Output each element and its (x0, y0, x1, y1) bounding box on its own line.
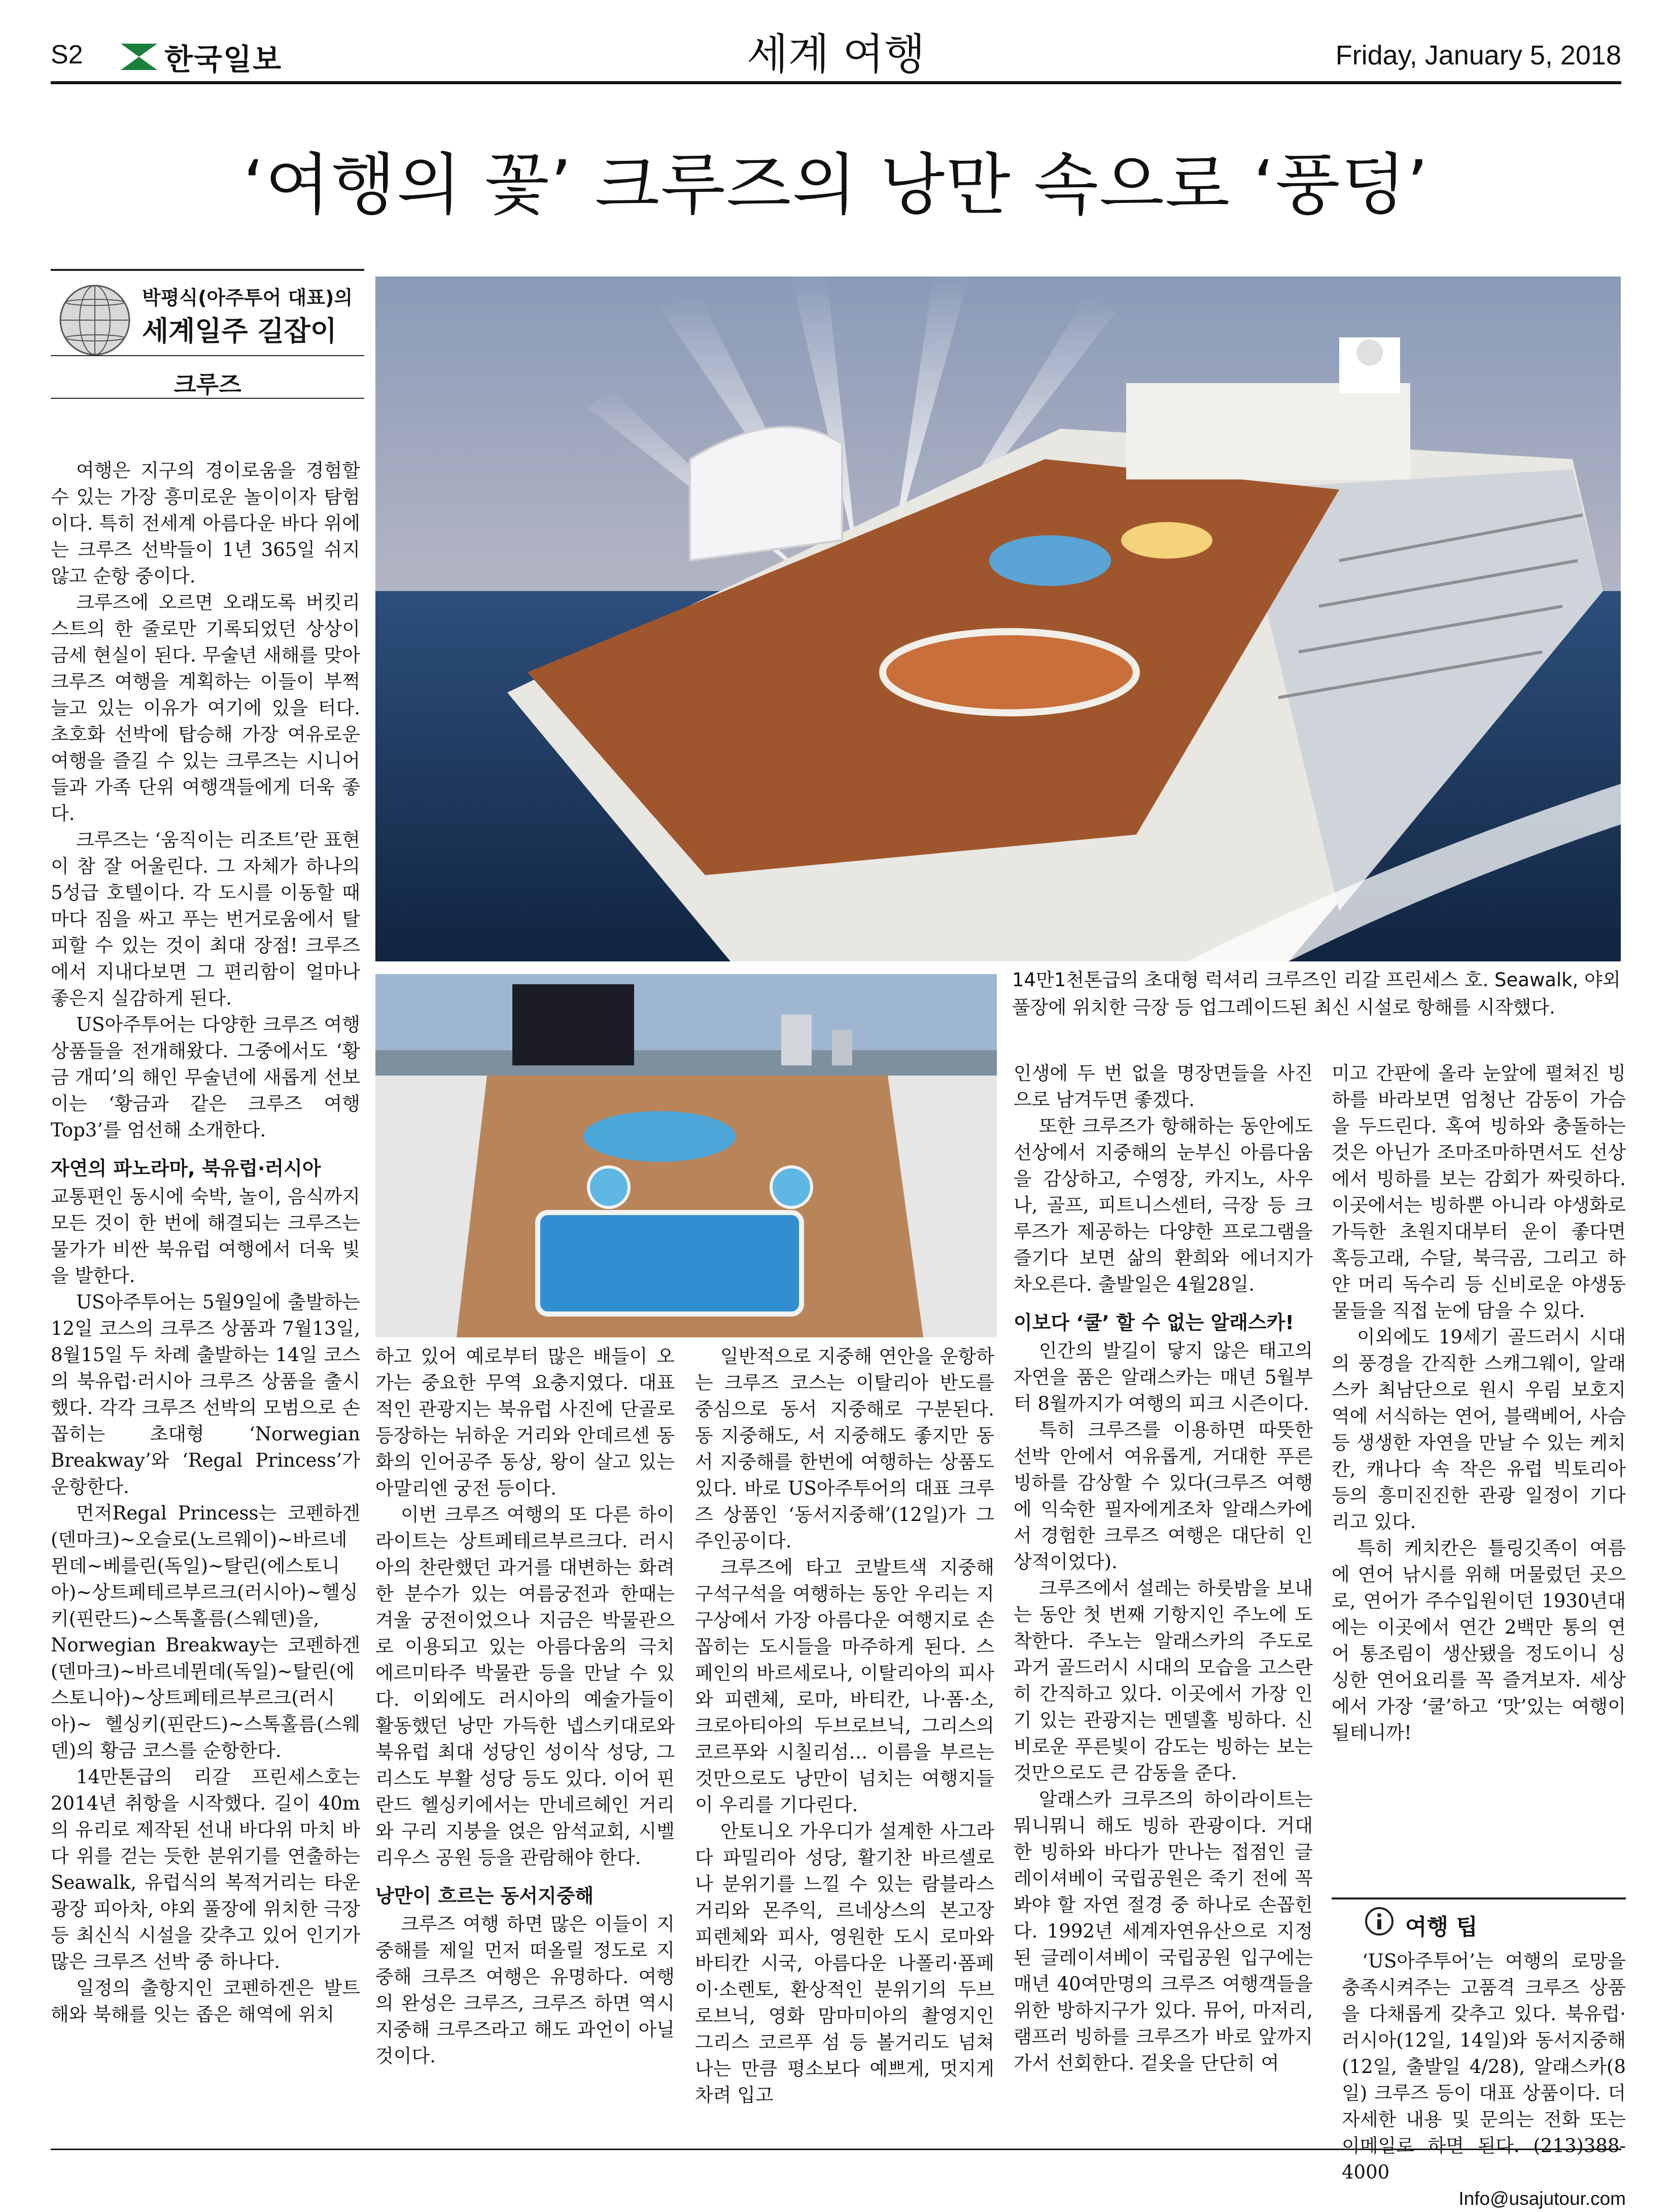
travel-tip-title: 여행 팁 (1405, 1914, 1478, 1940)
pool-deck-illustration (375, 974, 997, 1337)
headline: ‘여행의 꽃’ 크루즈의 낭만 속으로 ‘풍덩’ (242, 146, 1430, 224)
paragraph: 일반적으로 지중해 연안을 운항하는 크루즈 코스는 이탈리아 반도를 중심으로 동서 지중해로 구분된다. 동 지중해도, 서 지중해도 좋지만 동서 지중해를 한번에 여행하는 상품도 있다. 바로 US아주투어의 대표 크루즈 상품인 ‘동서지중해’(12일)가 그 주인공이다. (695, 1345, 994, 1552)
paragraph: 이번 크루즈 여행의 또 다른 하이라이트는 상트페테르부르크다. 러시아의 찬란했던 과거를 대변하는 화려한 분수가 있는 여름궁전과 한때는 겨울 궁전이었으나 지금은 박물관으로 이용되고 있는 아름다움의 극치 에르미타주 박물관 등을 만날 수 있다. 이외에도 러시아의 예술가들이 활동했던 낭만 가득한 넵스키대로와 북유럽 최대 성당인 성이삭 성당, 그리스도 부활 성당 등도 있다. 이어 핀란드 헬싱키에서는 만네르헤인 거리와 구리 지붕을 얹은 암석교회, 시벨리우스 공원 등을 관람해야 한다. (375, 1504, 675, 1869)
paragraph: 미고 간판에 올라 눈앞에 펼쳐진 빙하를 바라보면 엄청난 감동이 가슴을 두드린다. 혹여 빙하와 충돌하는 것은 아닌가 조마조마하면서도 선상에서 빙하를 보는 감회가 짜릿하다. 이곳에서는 빙하뿐 아니라 야생화로 가득한 초원지대부터 운이 좋다면 혹등고래, 수달, 북극곰, 그리고 하얀 머리 독수리 등 신비로운 야생동물들을 직접 눈에 담을 수 있다. (1332, 1062, 1626, 1322)
article-column-4 (1014, 1060, 1313, 2077)
article-column-1 (51, 458, 360, 2028)
travel-tip-body (1342, 1948, 1626, 2212)
newspaper-name: 한국일보 (164, 42, 283, 77)
paragraph: ‘US아주투어’는 여행의 로망을 충족시켜주는 고품격 크루즈 상품을 다채롭게 갖추고 있다. 북유럽·러시아(12일, 14일)와 동서지중해(12일, 출발일 4/28), 알래스카(8일) 크루즈 등이 대표 상품이다. 더 자세한 내용 및 문의는 전화 또는 이메일로 하면 된다. (213)388-4000 (1342, 1950, 1626, 2183)
photo-caption: 14만1천톤급의 초대형 럭셔리 크루즈인 리갈 프린세스 호. Seawalk, 야외 풀장에 위치한 극장 등 업그레이드된 최신 시설로 항해를 시작했다. (1012, 969, 1621, 1018)
subheading: 자연의 파노라마, 북유럽·러시아 (51, 1157, 321, 1180)
paragraph: 하고 있어 예로부터 많은 배들이 오가는 중요한 무역 요충지였다. 대표적인 관광지는 북유럽 사진에 단골로 등장하는 뉘하운 거리와 안데르센 동화의 인어공주 동상, 왕이 살고 있는 아말리엔 궁전 등이다. (375, 1345, 675, 1499)
paragraph: 또한 크루즈가 항해하는 동안에도 선상에서 지중해의 눈부신 아름다움을 감상하고, 수영장, 카지노, 사우나, 골프, 피트니스센터, 극장 등 크루즈가 제공하는 다양한 프로그램을 즐기다 보면 삶의 환희와 에너지가 차오른다. 출발일은 4월28일. (1014, 1115, 1313, 1295)
page-number: S2 (51, 40, 83, 70)
column-divider (51, 355, 364, 356)
paragraph: 여행은 지구의 경이로움을 경험할 수 있는 가장 흥미로운 놀이이자 탐험이다. 특히 전세계 아름다운 바다 위에는 크루즈 선박들이 1년 365일 쉬지 않고 순항 중이다. (51, 460, 360, 587)
paragraph: 크루즈는 ‘움직이는 리조트’란 표현이 참 잘 어울린다. 그 자체가 하나의 5성급 호텔이다. 각 도시를 이동할 때마다 짐을 싸고 푸는 번거로움에서 탈피할 수 있는 것이 최대 장점! 크루즈에서 지내다보면 그 편리함이 얼마나 좋은지 실감하게 된다. (51, 829, 360, 1009)
article-column-3 (695, 1343, 994, 2109)
cruise-ship-photo (375, 276, 1621, 961)
subheading: 이보다 ‘쿨’ 할 수 없는 알래스카! (1014, 1311, 1294, 1334)
paragraph: 인간의 발길이 닿지 않은 태고의 자연을 품은 알래스카는 매년 5월부터 8월까지가 여행의 피크 시즌이다. (1014, 1340, 1313, 1414)
globe-icon (57, 282, 133, 358)
paragraph: 14만톤급의 리갈 프린세스호는2014년 취항을 시작했다. 길이 40m의 유리로 제작된 선내 바다위 마치 바다 위를 걷는 듯한 분위기를 연출하는 Seawalk, 유럽식의 복적거리는 타운 광장 피아차, 야외 풀장에 위치한 극장 등 최신식 시설을 갖추고 있어 인기가 많은 크루즈 선박 중 하나다. (51, 1766, 360, 1973)
paragraph: 이외에도 19세기 골드러시 시대의 풍경을 간직한 스캐그웨이, 알래스카 최남단으로 원시 우림 보호지역에 서식하는 연어, 블랙베어, 사슴 등 생생한 자연을 만날 수 있는 케치칸, 캐나다 속 작은 유럽 빅토리아 등의 흥미진진한 관광 일정이 기다리고 있다. (1332, 1326, 1626, 1533)
article-column-5 (1332, 1060, 1626, 1746)
column-title: 세계일주 길잡이 (142, 315, 337, 347)
paragraph: 특히 케치칸은 틀링깃족이 여름에 연어 낚시를 위해 머물렀던 곳으로, 연어가 주수입원이던 1930년대에는 이곳에서 연간 2백만 통의 연어 통조림이 생산됐을 정도이니 싱싱한 연어요리를 꼭 즐겨보자. 세상에서 가장 ‘쿨’하고 ‘맛’있는 여행이 될테니까! (1332, 1537, 1626, 1744)
paragraph: 먼저Regal Princess는 코펜하겐(덴마크)~오슬로(노르웨이)~바르네뮌데~베를린(독일)~탈린(에스토니아)~상트페테르부르크(러시아)~헬싱키(핀란드)~스톡홀름(스웨덴)을, Norwegian Breakway는 코펜하겐(덴마크)~바르네뮌데(독일)~탈린(에스토니아)~상트페테르부르크(러시아)~ 헬싱키(핀란드)~스톡홀름(스웨덴)의 황금 코스를 순항한다. (51, 1502, 360, 1761)
paragraph: US아주투어는 5월9일에 출발하는 12일 코스의 크루즈 상품과 7월13일, 8월15일 두 차례 출발하는 14일 코스의 북유럽·러시아 크루즈 상품을 출시했다. 각각 크루즈 선박의 모범으로 손꼽히는 초대형 ‘Norwegian Breakway’와 ‘Regal Princess’가 운항한다. (51, 1291, 360, 1498)
contact-email: Info@usajutour.com (1458, 2188, 1626, 2209)
article-column-2 (375, 1343, 675, 2069)
pool-deck-photo (375, 974, 997, 1337)
footer-rule (51, 2149, 1621, 2150)
paragraph: 안토니오 가우디가 설계한 사그라다 파밀리아 성당, 활기찬 바르셀로나 분위기를 느낄 수 있는 람블라스 거리와 몬주익, 르네상스의 본고장 피렌체와 피사, 영원한 도시 로마와 바티칸 시국, 아름다운 나폴리·폼페이·소렌토, 환상적인 분위기의 두브로브닉, 영화 맘마미아의 촬영지인 그리스 코르푸 섬 등 볼거리도 넘쳐나는 만큼 평소보다 예쁘게, 멋지게 차려 입고 (695, 1820, 994, 2106)
paragraph: 일정의 출항지인 코펜하겐은 발트해와 북해를 잇는 좁은 해역에 위치 (51, 1977, 360, 2025)
paragraph: 크루즈 여행 하면 많은 이들이 지중해를 제일 먼저 떠올릴 정도로 지중해 크루즈 여행은 유명하다. 여행의 완성은 크루즈, 크루즈 하면 역시 지중해 크루즈라고 해도 과언이 아닐 것이다. (375, 1913, 675, 2067)
subheading: 낭만이 흐르는 동서지중해 (375, 1885, 594, 1907)
issue-date: Friday, January 5, 2018 (1335, 40, 1621, 71)
paragraph: 크루즈에 오르면 오래도록 버킷리스트의 한 줄로만 기록되었던 상상이 금세 현실이 된다. 무술년 새해를 맞아 크루즈 여행을 계획하는 이들이 부쩍 늘고 있는 이유가 여기에 있을 터다. 초호화 선박에 탑승해 가장 여유로운 여행을 즐길 수 있는 크루즈는 시니어들과 가족 단위 여행객들에게 더욱 좋다. (51, 592, 360, 824)
paragraph: 알래스카 크루즈의 하이라이트는 뭐니뭐니 해도 빙하 관광이다. 거대한 빙하와 바다가 만나는 접점인 글레이셔베이 국립공원은 죽기 전에 꼭 봐야 할 자연 절경 중 하나로 손꼽힌다. 1992년 세계자연유산으로 지정된 글레이셔베이 국립공원 입구에는 매년 40여만명의 크루즈 여행객들을 위한 방하지구가 있다. 뮤어, 마저리, 램프러 빙하를 크루즈가 바로 앞까지 가서 선회한다. 겉옷을 단단히 여 (1014, 1788, 1313, 2074)
cruise-ship-illustration (375, 276, 1621, 961)
paragraph: 특히 크루즈를 이용하면 따뜻한 선박 안에서 여유롭게, 거대한 푸른 빙하를 감상할 수 있다(크루즈 여행에 익숙한 필자에게조차 알래스카에서 경험한 크루즈 여행은 대단히 인상적이었다). (1014, 1419, 1313, 1573)
paragraph: US아주투어는 다양한 크루즈 여행상품들을 전개해왔다. 그중에서도 ‘황금 개띠’의 해인 무술년에 새롭게 선보이는 ‘황금과 같은 크루즈 여행 Top3’를 엄선해 소개한다. (51, 1014, 360, 1141)
column-tag: 크루즈 (173, 371, 241, 398)
header-rule (51, 81, 1621, 84)
section-title: 세계 여행 (747, 29, 925, 79)
paragraph: 크루즈에 타고 코발트색 지중해 구석구석을 여행하는 동안 우리는 지구상에서 가장 아름다운 여행지로 손꼽히는 도시들을 마주하게 된다. 스페인의 바르세로나, 이탈리아의 피사와 피렌체, 로마, 바티칸, 나·폼·소, 크로아티아의 두브로브닉, 그리스의 코르푸와 시칠리섬… 이름을 부르는 것만으로도 낭만이 넘치는 여행지들이 우리를 기다린다. (695, 1557, 994, 1816)
paragraph: 크루즈에서 설레는 하룻밤을 보내는 동안 첫 번째 기항지인 주노에 도착한다. 주노는 알래스카의 주도로 과거 골드러시 시대의 모습을 고스란히 간직하고 있다. 이곳에서 가장 인기 있는 관광지는 멘델홀 빙하다. 신비로운 푸른빛이 감도는 빙하는 보는 것만으로도 큰 감동을 준다. (1014, 1577, 1313, 1784)
info-icon (1365, 1907, 1394, 1936)
paragraph: 교통편인 동시에 숙박, 놀이, 음식까지 모든 것이 한 번에 해결되는 크루즈는 물가가 비싼 북유럽 여행에서 더욱 빛을 발한다. (51, 1186, 360, 1287)
paragraph: 인생에 두 번 없을 명장면들을 사진으로 남겨두면 좋겠다. (1014, 1062, 1313, 1111)
column-author: 박평식(아주투어 대표)의 (142, 287, 353, 309)
